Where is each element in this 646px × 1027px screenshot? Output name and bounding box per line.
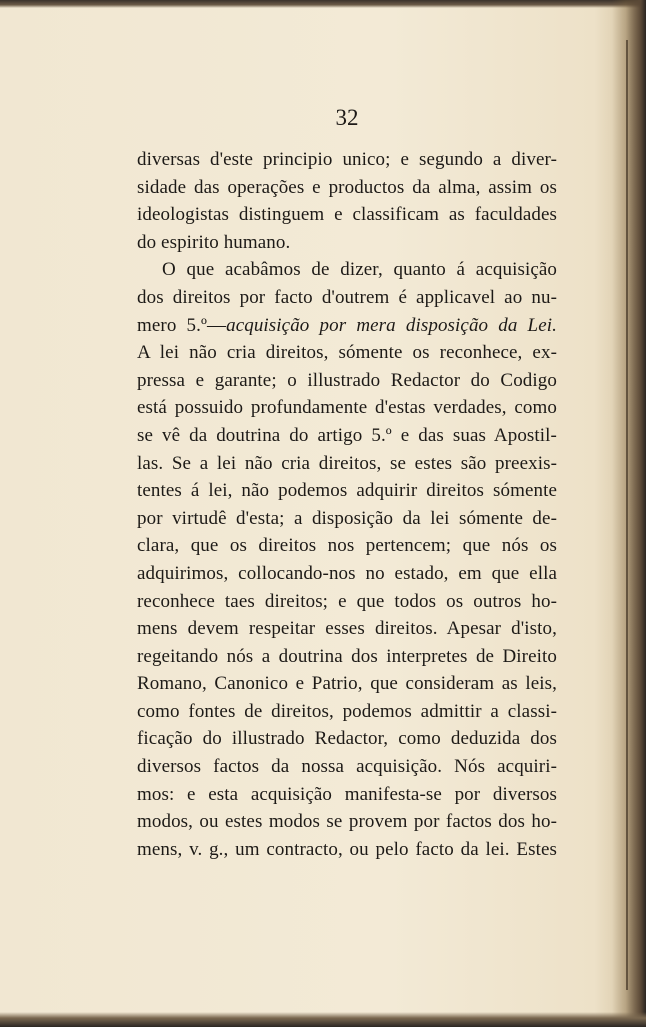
text-line: reconhece taes direitos; e que todos os outros ho- (137, 590, 557, 612)
page-binding-shadow (612, 0, 646, 1027)
text-line: do espirito humano. (137, 231, 291, 253)
text-line: por virtudê d'esta; a disposição da lei sómente de- (137, 507, 557, 529)
body-text (137, 146, 557, 863)
text-line: sidade das operações e productos da alma, assim os (137, 176, 557, 198)
text-line: dos direitos por facto d'outrem é applicavel ao nu- (137, 286, 557, 308)
text-line: mos: e esta acquisição manifesta-se por diversos (137, 783, 557, 805)
text-line: las. Se a lei não cria direitos, se estes são preexis- (137, 452, 557, 474)
text-line: clara, que os direitos nos pertencem; que nós os (137, 535, 557, 557)
text-line: mero 5.º—acquisição por mera disposição da Lei. (137, 314, 557, 336)
binding-gutter-line (626, 40, 628, 990)
text-line: mens devem respeitar esses direitos. Apesar d'isto, (137, 618, 557, 640)
text-line: A lei não cria direitos, sómente os reconhece, ex- (137, 342, 557, 364)
text-line: adquirimos, collocando-nos no estado, em que ella (137, 562, 557, 584)
text-line: modos, ou estes modos se provem por factos dos ho- (137, 811, 557, 833)
text-line: mens, v. g., um contracto, ou pelo facto da lei. Estes (137, 838, 557, 860)
text-line: O que acabâmos de dizer, quanto á acquisição (162, 259, 557, 281)
page-number: 32 (335, 105, 359, 130)
text-line: ideologistas distinguem e classificam as faculdades (137, 204, 557, 226)
text-line: ficação do illustrado Redactor, como deduzida dos (137, 728, 557, 750)
italic-phrase: acquisição por mera disposição da Lei. (226, 314, 557, 336)
text-line: regeitando nós a doutrina dos interpretes de Direito (137, 645, 557, 667)
text-line: está possuido profundamente d'estas verdades, como (137, 397, 557, 419)
page-top-edge (0, 0, 646, 8)
text-line: tentes á lei, não podemos adquirir direitos sómente (137, 480, 557, 502)
text-line: pressa e garante; o illustrado Redactor do Codigo (137, 369, 557, 391)
text-line: Romano, Canonico e Patrio, que consideram as leis, (137, 673, 557, 695)
text-line: diversos factos da nossa acquisição. Nós acquiri- (137, 756, 557, 778)
page-bottom-edge (0, 1012, 646, 1027)
text-line: se vê da doutrina do artigo 5.º e das suas Apostil- (137, 424, 557, 446)
text-line: diversas d'este principio unico; e segundo a diver- (137, 149, 557, 170)
text-line: como fontes de direitos, podemos admittir a classi- (137, 700, 557, 722)
